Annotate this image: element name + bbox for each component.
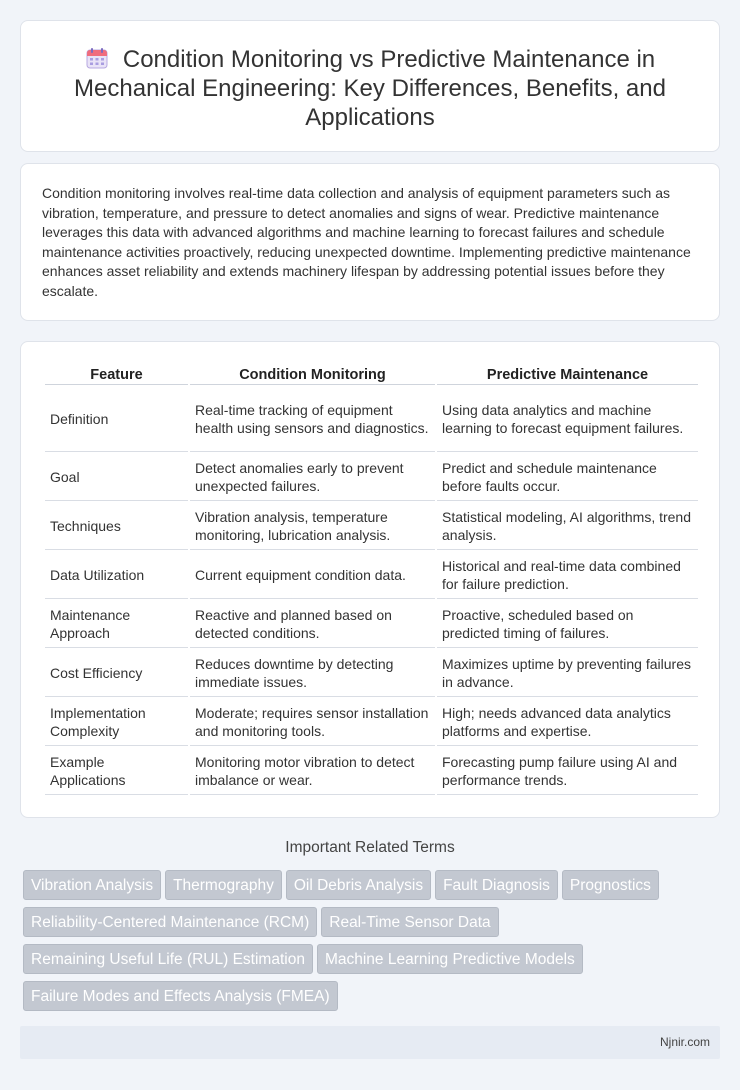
intro-card <box>20 163 720 321</box>
tag-row <box>23 870 713 907</box>
condition-monitoring-cell: Reactive and planned based on detected conditions. <box>190 599 435 648</box>
feature-cell: Example Applications <box>45 746 188 795</box>
feature-cell: Data Utilization <box>45 550 188 599</box>
predictive-maintenance-cell: Statistical modeling, AI algorithms, trend analysis. <box>437 501 698 550</box>
table-row <box>45 385 698 452</box>
table-row <box>45 550 698 599</box>
tag-fault-diagnosis[interactable]: Fault Diagnosis <box>435 870 558 900</box>
condition-monitoring-cell: Vibration analysis, temperature monitoring, lubrication analysis. <box>190 501 435 550</box>
table-row <box>45 599 698 648</box>
condition-monitoring-cell: Monitoring motor vibration to detect imbalance or wear. <box>190 746 435 795</box>
feature-cell: Goal <box>45 452 188 501</box>
feature-cell: Implementation Complexity <box>45 697 188 746</box>
title-card <box>20 20 720 152</box>
footer <box>20 1026 720 1059</box>
feature-cell: Maintenance Approach <box>45 599 188 648</box>
table-row <box>45 501 698 550</box>
intro-paragraph: Condition monitoring involves real-time data collection and analysis of equipment parameters such as vibration, temperature, and pressure to detect anomalies and signs of wear. Predictive maintenance leverages this data with advanced algorithms and machine learning to forecast failures and schedule maintenance activities proactively, reducing unexpected downtime. Implementing predictive maintenance enhances asset reliability and extends machinery lifespan by addressing potential issues before they escalate. <box>42 185 691 299</box>
footer-site-link[interactable]: Njnir.com <box>659 1035 710 1049</box>
tag-row <box>23 944 713 981</box>
predictive-maintenance-cell: Proactive, scheduled based on predicted timing of failures. <box>437 599 698 648</box>
comparison-table <box>43 366 700 795</box>
tag-oil-debris-analysis[interactable]: Oil Debris Analysis <box>286 870 431 900</box>
table-row <box>45 452 698 501</box>
header-predictive-maintenance: Predictive Maintenance <box>437 366 698 385</box>
tag-row <box>23 907 713 944</box>
related-terms-tags <box>23 870 713 1018</box>
table-row <box>45 648 698 697</box>
predictive-maintenance-cell: Forecasting pump failure using AI and performance trends. <box>437 746 698 795</box>
tag-thermography[interactable]: Thermography <box>165 870 282 900</box>
condition-monitoring-cell: Detect anomalies early to prevent unexpected failures. <box>190 452 435 501</box>
table-header-row <box>45 366 698 385</box>
tag-row <box>23 981 713 1018</box>
tag-rul-estimation[interactable]: Remaining Useful Life (RUL) Estimation <box>23 944 313 974</box>
comparison-card <box>20 341 720 818</box>
predictive-maintenance-cell: High; needs advanced data analytics platforms and expertise. <box>437 697 698 746</box>
condition-monitoring-cell: Real-time tracking of equipment health using sensors and diagnostics. <box>190 385 435 452</box>
table-row <box>45 697 698 746</box>
page-title-text: Condition Monitoring vs Predictive Maintenance in Mechanical Engineering: Key Differences, Benefits, and Applications <box>74 46 666 131</box>
feature-cell: Cost Efficiency <box>45 648 188 697</box>
tag-prognostics[interactable]: Prognostics <box>562 870 659 900</box>
predictive-maintenance-cell: Maximizes uptime by preventing failures in advance. <box>437 648 698 697</box>
condition-monitoring-cell: Current equipment condition data. <box>190 550 435 599</box>
page-title <box>61 45 679 132</box>
condition-monitoring-cell: Moderate; requires sensor installation and monitoring tools. <box>190 697 435 746</box>
tag-rcm[interactable]: Reliability-Centered Maintenance (RCM) <box>23 907 317 937</box>
tag-vibration-analysis[interactable]: Vibration Analysis <box>23 870 161 900</box>
predictive-maintenance-cell: Using data analytics and machine learning to forecast equipment failures. <box>437 385 698 452</box>
tag-real-time-sensor-data[interactable]: Real-Time Sensor Data <box>321 907 498 937</box>
header-feature: Feature <box>45 366 188 385</box>
feature-cell: Definition <box>45 385 188 452</box>
table-row <box>45 746 698 795</box>
predictive-maintenance-cell: Predict and schedule maintenance before faults occur. <box>437 452 698 501</box>
tag-ml-predictive-models[interactable]: Machine Learning Predictive Models <box>317 944 583 974</box>
tag-fmea[interactable]: Failure Modes and Effects Analysis (FMEA) <box>23 981 338 1011</box>
header-condition-monitoring: Condition Monitoring <box>190 366 435 385</box>
predictive-maintenance-cell: Historical and real-time data combined for failure prediction. <box>437 550 698 599</box>
feature-cell: Techniques <box>45 501 188 550</box>
calendar-icon <box>85 46 109 70</box>
condition-monitoring-cell: Reduces downtime by detecting immediate issues. <box>190 648 435 697</box>
related-terms-title: Important Related Terms <box>285 839 455 856</box>
